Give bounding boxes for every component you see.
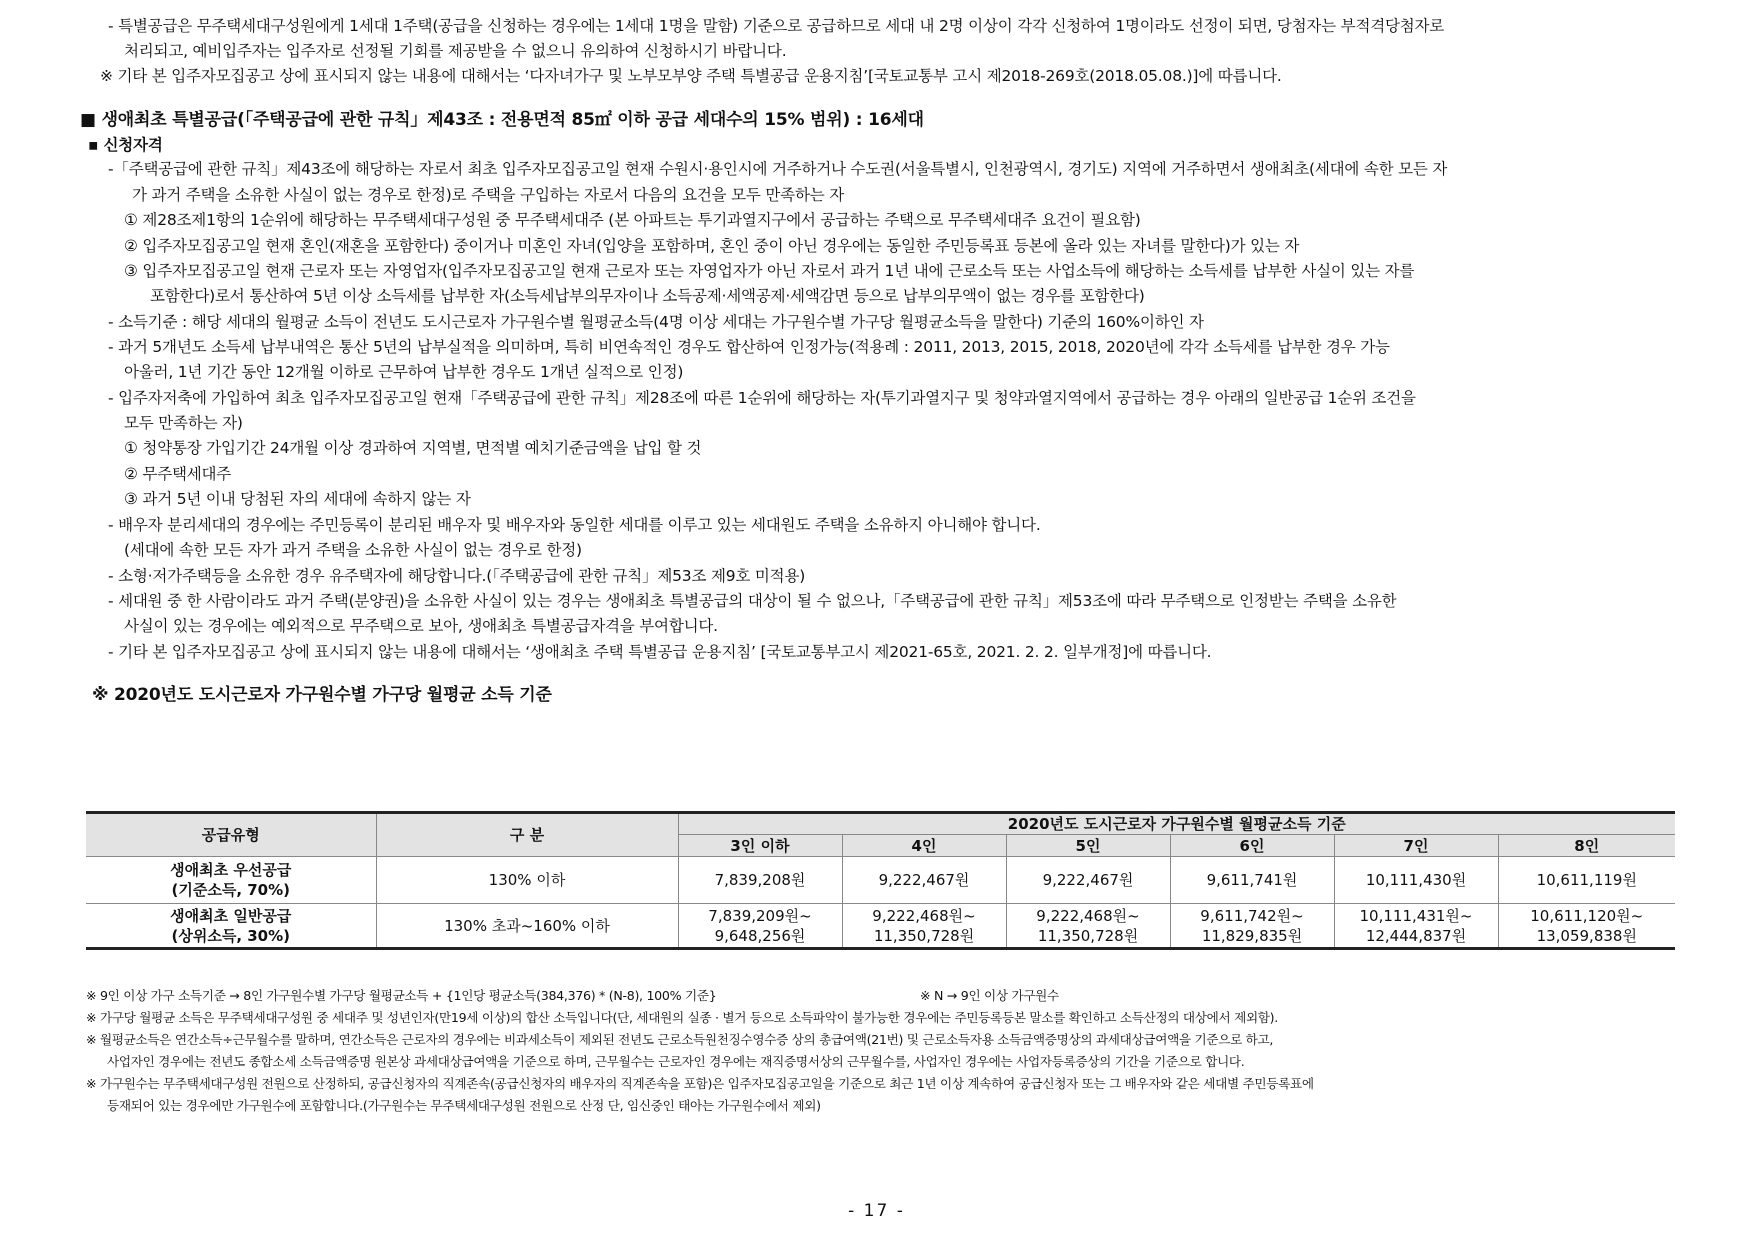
table-heading: ※ 2020년도 도시근로자 가구원수별 가구당 월평균 소득 기준 [92,685,552,705]
range-cell: 10,611,120원~ 13,059,838원 [1498,904,1675,949]
footnote-line: 등재되어 있는 경우에만 가구원수에 포함합니다.(가구원수는 무주택세대구성원 전원으로 산정 단, 임신중인 태아는 가구원수에서 제외) [107,1098,821,1113]
body-line: 모두 만족하는 자) [124,414,243,432]
header-col: 7인 [1334,835,1498,857]
division-cell: 130% 이하 [376,857,678,904]
body-line: ③ 과거 5년 이내 당첨된 자의 세대에 속하지 않는 자 [124,490,471,508]
range-cell: 7,839,209원~ 9,648,256원 [678,904,842,949]
header-col: 3인 이하 [678,835,842,857]
table-row [86,857,1675,904]
value-cell: 7,839,208원 [678,857,842,904]
body-line: - 배우자 분리세대의 경우에는 주민등록이 분리된 배우자 및 배우자와 동일한 세대를 이루고 있는 세대원도 주택을 소유하지 아니해야 합니다. [108,516,1041,534]
supply-type-cell: 생애최초 일반공급 (상위소득, 30%) [86,904,376,949]
body-line: - 과거 5개년도 소득세 납부내역은 통산 5년의 납부실적을 의미하며, 특히 비연속적인 경우도 합산하여 인정가능(적용례 : 2011, 2013, 2015, 2018, 2020년에 각각 소득세를 납부한 경우 가능 [108,338,1390,356]
section-title: ■ 생애최초 특별공급(「주택공급에 관한 규칙」제43조 : 전용면적 85㎡ 이하 공급 세대수의 15% 범위) : 16세대 [80,110,924,130]
footnote-line: ※ 가구당 월평균 소득은 무주택세대구성원 중 세대주 및 성년인자(만19세 이상)의 합산 소득입니다(단, 세대원의 실종 · 별거 등으로 소득파악이 불가능한 경우에는 주민등록등본 말소를 확인하고 소득산정의 대상에서 제외함). [86,1010,1278,1025]
body-line: 가 과거 주택을 소유한 사실이 없는 경우로 한정)로 주택을 구입하는 자로서 다음의 요건을 모두 만족하는 자 [132,186,844,204]
range-cell: 9,222,468원~ 11,350,728원 [1006,904,1170,949]
body-line: (세대에 속한 모든 자가 과거 주택을 소유한 사실이 없는 경우로 한정) [124,541,582,559]
body-line: - 소형·저가주택등을 소유한 경우 유주택자에 해당합니다.(「주택공급에 관한 규칙」제53조 제9호 미적용) [108,567,806,585]
top-note-line-1: - 특별공급은 무주택세대구성원에게 1세대 1주택(공급을 신청하는 경우에는 1세대 1명을 말함) 기준으로 공급하므로 세대 내 2명 이상이 각각 신청하여 1명이라도 선정이 되면, 당첨자는 부적격당첨자로 [108,17,1445,35]
body-line: ① 청약통장 가입기간 24개월 이상 경과하여 지역별, 면적별 예치기준금액을 납입 할 것 [124,439,702,457]
header-col: 5인 [1006,835,1170,857]
header-col: 6인 [1170,835,1334,857]
body-line: 사실이 있는 경우에는 예외적으로 무주택으로 보아, 생애최초 특별공급자격을 부여합니다. [124,617,718,635]
body-line: - 소득기준 : 해당 세대의 월평균 소득이 전년도 도시근로자 가구원수별 월평균소득(4명 이상 세대는 가구원수별 가구당 월평균소득을 말한다) 기준의 160%이하인 자 [108,313,1204,331]
header-income-group: 2020년도 도시근로자 가구원수별 월평균소득 기준 [678,813,1675,835]
body-line: -「주택공급에 관한 규칙」제43조에 해당하는 자로서 최초 입주자모집공고일 현재 수원시·용인시에 거주하거나 수도권(서울특별시, 인천광역시, 경기도) 지역에 거주하면서 생애최초(세대에 속한 모든 자 [108,160,1448,178]
header-col: 4인 [842,835,1006,857]
value-cell: 9,222,467원 [842,857,1006,904]
income-table [86,811,1675,950]
body-line: - 입주자저축에 가입하여 최초 입주자모집공고일 현재「주택공급에 관한 규칙」제28조에 따른 1순위에 해당하는 자(투기과열지구 및 청약과열지역에서 공급하는 경우 아래의 일반공급 1순위 조건을 [108,389,1416,407]
value-cell: 9,222,467원 [1006,857,1170,904]
body-line: - 세대원 중 한 사람이라도 과거 주택(분양권)을 소유한 사실이 있는 경우는 생애최초 특별공급의 대상이 될 수 없으나,「주택공급에 관한 규칙」제53조에 따라 무주택으로 인정받는 주택을 소유한 [108,592,1397,610]
body-line: 포함한다)로서 통산하여 5년 이상 소득세를 납부한 자(소득세납부의무자이나 소득공제·세액공제·세액감면 등으로 납부의무액이 없는 경우를 포함한다) [150,287,1145,305]
body-line: - 기타 본 입주자모집공고 상에 표시되지 않는 내용에 대해서는 ‘생애최초 주택 특별공급 운용지침’ [국토교통부고시 제2021-65호, 2021. 2. 2. 일부개정]에 따릅니다. [108,643,1212,661]
value-cell: 9,611,741원 [1170,857,1334,904]
body-line: ① 제28조제1항의 1순위에 해당하는 무주택세대구성원 중 무주택세대주 (본 아파트는 투기과열지구에서 공급하는 주택으로 무주택세대주 요건이 필요함) [124,211,1141,229]
body-line: ③ 입주자모집공고일 현재 근로자 또는 자영업자(입주자모집공고일 현재 근로자 또는 자영업자가 아닌 자로서 과거 1년 내에 근로소득 또는 사업소득에 해당하는 소득세를 납부한 사실이 있는 자를 [124,262,1415,280]
header-supply-type: 공급유형 [86,813,376,857]
body-line: ② 입주자모집공고일 현재 혼인(재혼을 포함한다) 중이거나 미혼인 자녀(입양을 포함하며, 혼인 중이 아닌 경우에는 동일한 주민등록표 등본에 올라 있는 자녀를 말한다)가 있는 자 [124,237,1300,255]
range-cell: 10,111,431원~ 12,444,837원 [1334,904,1498,949]
body-line: ② 무주택세대주 [124,465,232,483]
range-cell: 9,222,468원~ 11,350,728원 [842,904,1006,949]
footnote-line: ※ N → 9인 이상 가구원수 [920,988,1059,1003]
header-division: 구 분 [376,813,678,857]
top-note-line-2: 처리되고, 예비입주자는 입주자로 선정될 기회를 제공받을 수 없으니 유의하여 신청하시기 바랍니다. [124,42,787,60]
supply-type-cell: 생애최초 우선공급 (기준소득, 70%) [86,857,376,904]
top-note-line-3: ※ 기타 본 입주자모집공고 상에 표시되지 않는 내용에 대해서는 ‘다자녀가구 및 노부모부양 주택 특별공급 운용지침’[국토교통부 고시 제2018-269호(2018.05.08.)]에 따릅니다. [100,67,1282,85]
range-cell: 9,611,742원~ 11,829,835원 [1170,904,1334,949]
value-cell: 10,611,119원 [1498,857,1675,904]
value-cell: 10,111,430원 [1334,857,1498,904]
footnote-line: ※ 9인 이상 가구 소득기준 → 8인 가구원수별 가구당 월평균소득 + {1인당 평균소득(384,376) * (N-8), 100% 기준} [86,988,717,1003]
header-col: 8인 [1498,835,1675,857]
footnote-line: ※ 월평균소득은 연간소득÷근무월수를 말하며, 연간소득은 근로자의 경우에는 비과세소득이 제외된 전년도 근로소득원천징수영수증 상의 총급여액(21번) 및 근로소득자용 소득금액증명상의 과세대상급여액을 기준으로 하고, [86,1032,1274,1047]
footnote-line: 사업자인 경우에는 전년도 종합소세 소득금액증명 원본상 과세대상급여액을 기준으로 하며, 근무월수는 근로자인 경우에는 재직증명서상의 근무월수를, 사업자인 경우에는 사업자등록증상의 기간을 기준으로 합니다. [107,1054,1245,1069]
table-row [86,904,1675,949]
page-number: - 17 - [848,1201,905,1221]
body-line: 아울러, 1년 기간 동안 12개월 이하로 근무하여 납부한 경우도 1개년 실적으로 인정) [124,363,684,381]
section-subtitle: ▪ 신청자격 [88,136,163,154]
division-cell: 130% 초과~160% 이하 [376,904,678,949]
footnote-line: ※ 가구원수는 무주택세대구성원 전원으로 산정하되, 공급신청자의 직계존속(공급신청자의 배우자의 직계존속을 포함)은 입주자모집공고일을 기준으로 최근 1년 이상 계속하여 공급신청자 또는 그 배우자와 같은 세대별 주민등록표에 [86,1076,1314,1091]
